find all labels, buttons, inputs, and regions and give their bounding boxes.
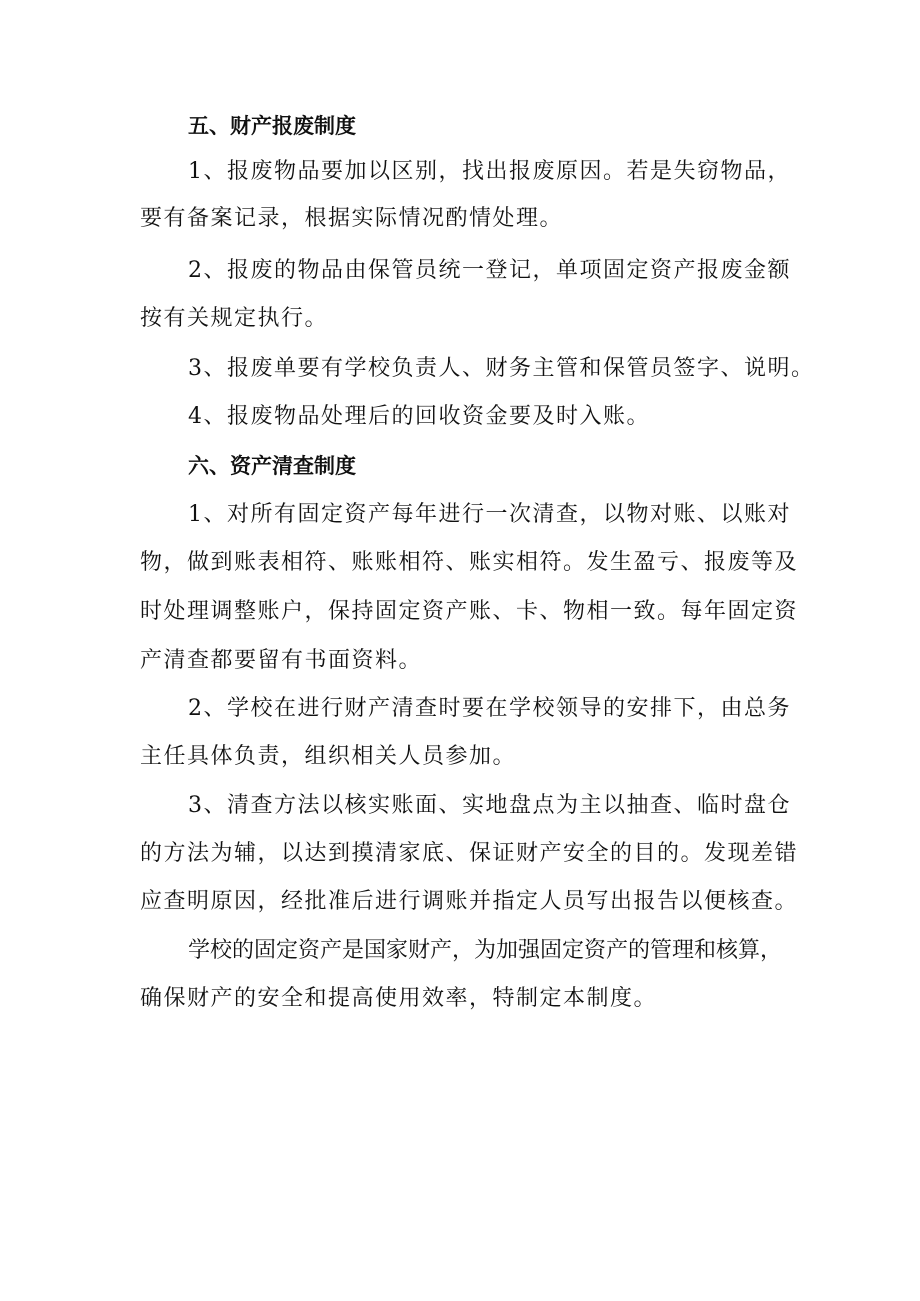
paragraph-line: 1、报废物品要加以区别，找出报废原因。若是失窃物品，	[188, 159, 791, 184]
paragraph-line: 的方法为辅，以达到摸清家底、保证财产安全的目的。发现差错	[140, 841, 799, 866]
section-heading-inventory: 六、资产清查制度	[188, 454, 356, 478]
paragraph-line: 3、报废单要有学校负责人、财务主管和保管员签字、说明。	[188, 356, 815, 381]
paragraph-line: 物，做到账表相符、账账相符、账实相符。发生盈亏、报废等及	[140, 550, 799, 575]
paragraph-line: 确保财产的安全和提高使用效率，特制定本制度。	[140, 986, 658, 1011]
paragraph-line: 按有关规定执行。	[140, 306, 329, 331]
paragraph-line: 产清查都要留有书面资料。	[140, 648, 423, 673]
paragraph-line: 主任具体负责，组织相关人员参加。	[140, 744, 517, 769]
paragraph-line: 学校的固定资产是国家财产，为加强固定资产的管理和核算，	[188, 938, 783, 963]
paragraph-line: 要有备案记录，根据实际情况酌情处理。	[140, 206, 564, 231]
paragraph-line: 时处理调整账户，保持固定资产账、卡、物相一致。每年固定资	[140, 599, 799, 624]
paragraph-line: 3、清查方法以核实账面、实地盘点为主以抽查、临时盘仓	[188, 793, 791, 818]
paragraph-line: 应查明原因，经批准后进行调账并指定人员写出报告以便核查。	[140, 889, 799, 914]
section-heading-scrapping: 五、财产报废制度	[188, 114, 356, 138]
paragraph-line: 2、报废的物品由保管员统一登记，单项固定资产报废金额	[188, 258, 791, 283]
paragraph-line: 1、对所有固定资产每年进行一次清查，以物对账、以账对	[188, 502, 791, 527]
paragraph-line: 4、报废物品处理后的回收资金要及时入账。	[188, 404, 650, 429]
paragraph-line: 2、学校在进行财产清查时要在学校领导的安排下，由总务	[188, 696, 791, 721]
